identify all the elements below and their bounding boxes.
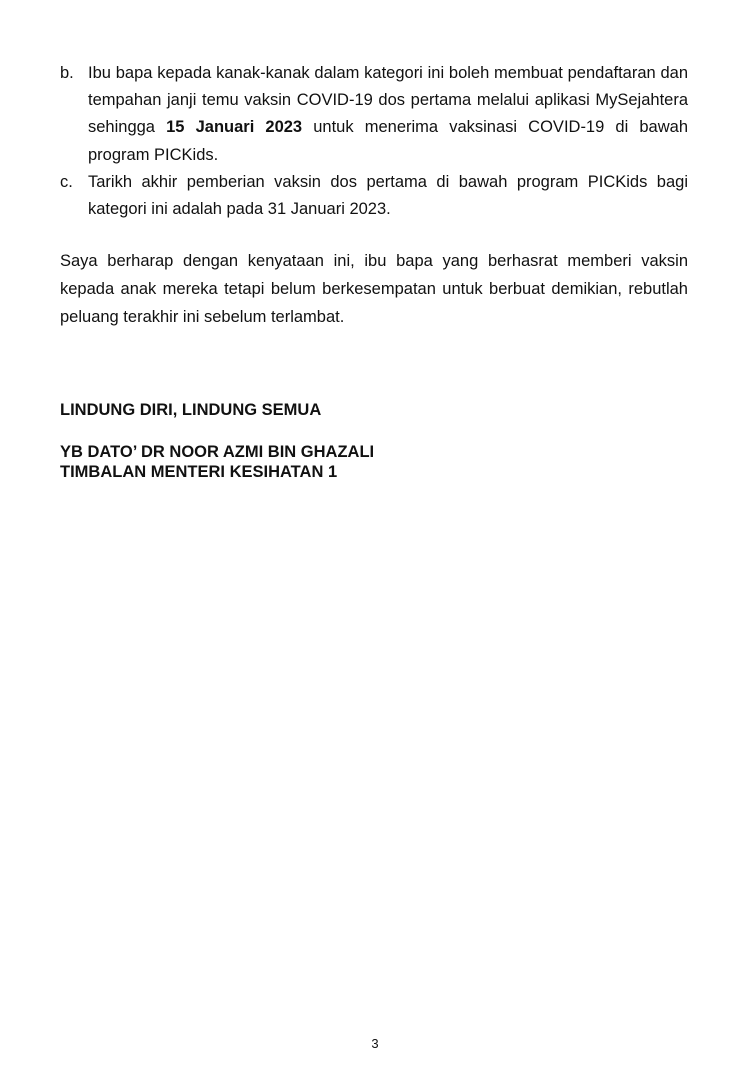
closing-paragraph: Saya berharap dengan kenyataan ini, ibu bapa yang berhasrat memberi vaksin kepada anak mereka tetapi belum berkesempatan untuk berbuat demikian, rebutlah peluang terakhir ini sebelum terlambat. <box>60 252 688 326</box>
bullet-list <box>60 60 688 223</box>
list-item-text-end: untuk menerima vaksinasi COVID-19 di bawah program PICKids. <box>88 118 689 164</box>
signatory-name: YB DATO’ DR NOOR AZMI BIN GHAZALI <box>60 443 375 461</box>
list-item-c <box>60 169 688 223</box>
list-item-text-start: Ibu bapa kepada kanak-kanak dalam kategori ini boleh membuat pendaftaran dan tempahan janji temu vaksin COVID-19 dos pertama melalui aplikasi MySejahtera sehingga <box>88 64 688 137</box>
list-item-b <box>60 60 688 169</box>
page-number: 3 <box>371 1036 379 1051</box>
list-marker: c. <box>60 172 73 191</box>
signatory-title: TIMBALAN MENTERI KESIHATAN 1 <box>60 463 338 481</box>
slogan: LINDUNG DIRI, LINDUNG SEMUA <box>60 401 322 419</box>
list-item-text <box>88 60 688 169</box>
list-marker: b. <box>60 64 74 82</box>
deadline-date: 15 Januari 2023 <box>166 118 303 137</box>
list-item-text: Tarikh akhir pemberian vaksin dos pertama di bawah program PICKids bagi kategori ini adalah pada 31 Januari 2023. <box>88 172 688 219</box>
